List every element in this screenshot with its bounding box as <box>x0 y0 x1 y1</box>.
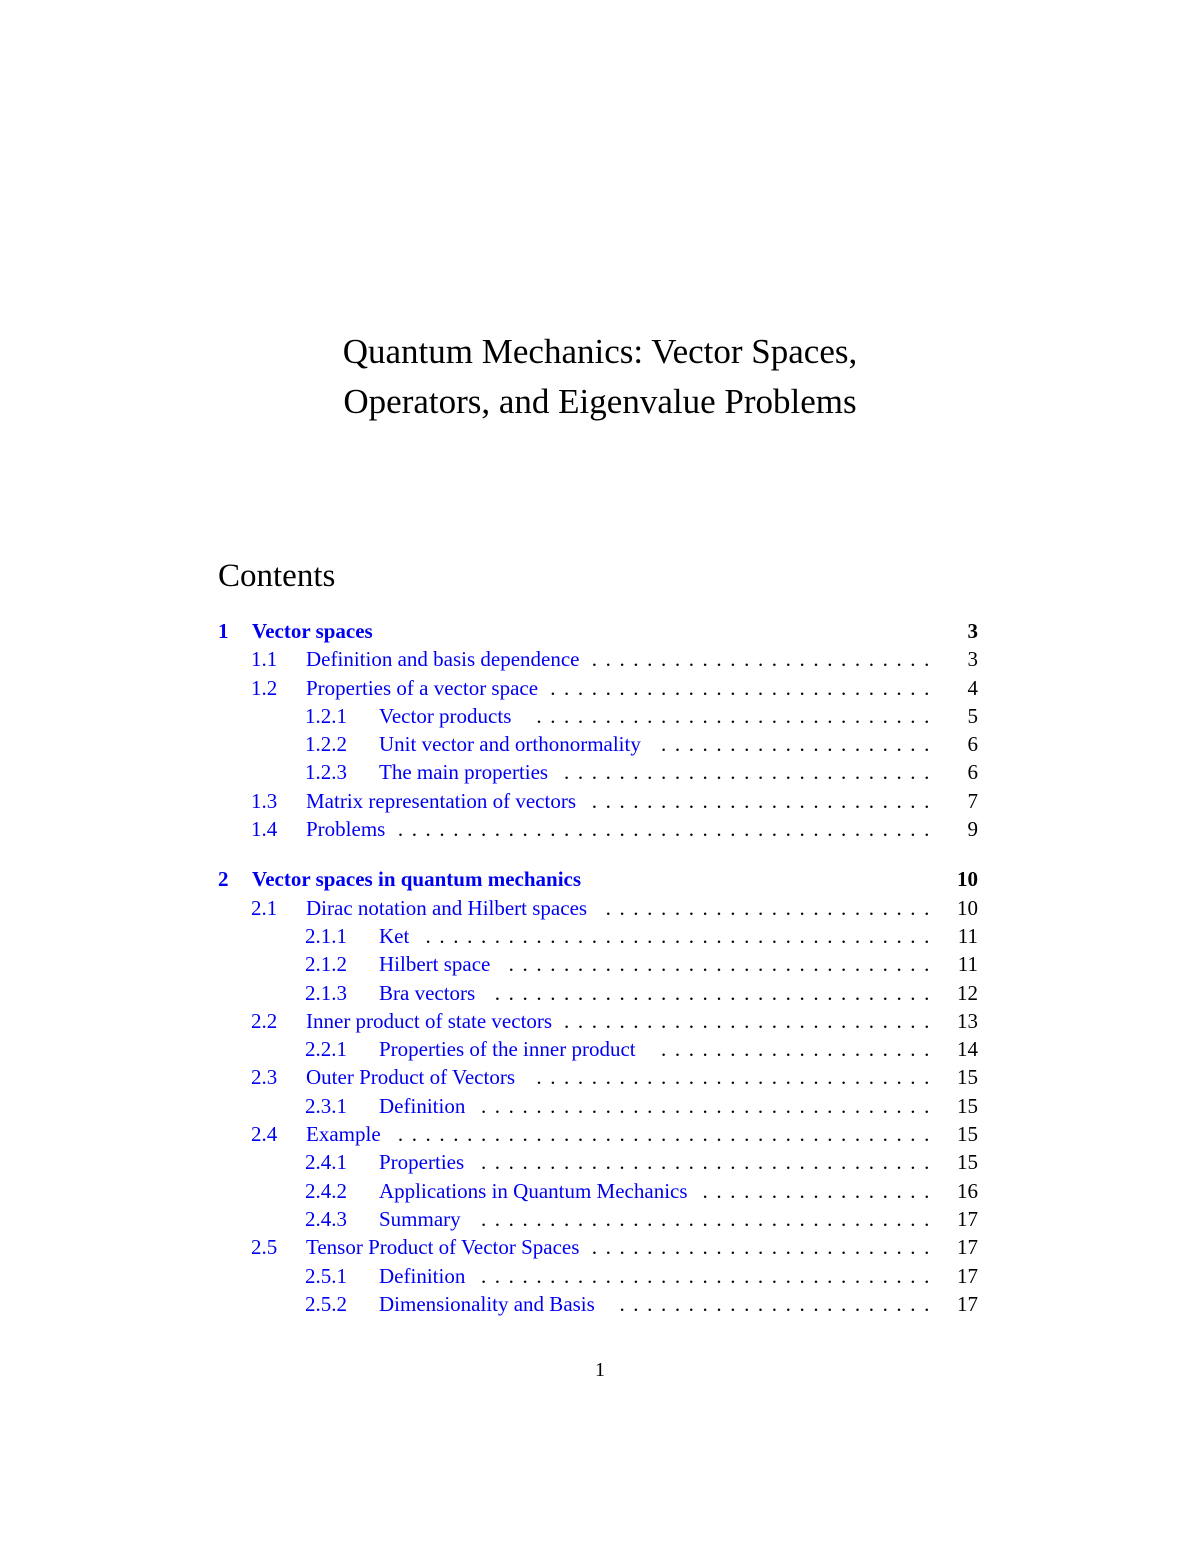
toc-entry-page: 15 <box>957 1094 978 1118</box>
toc-leader-dots: ........................... <box>564 760 938 784</box>
toc-entry[interactable] <box>218 865 978 893</box>
toc-entry-number: 2 <box>218 867 229 891</box>
toc-entry[interactable] <box>251 815 978 843</box>
toc-entry[interactable] <box>305 1262 978 1290</box>
toc-leader-dots: ....................................... <box>397 817 938 841</box>
toc-entry-title[interactable]: Problems <box>306 817 386 841</box>
toc-entry[interactable] <box>305 758 978 786</box>
toc-entry-title[interactable]: Dirac notation and Hilbert spaces <box>306 896 588 920</box>
toc-entry[interactable] <box>251 894 978 922</box>
toc-entry-title[interactable]: Inner product of state vectors <box>306 1009 553 1033</box>
toc-entry-page: 16 <box>957 1179 978 1203</box>
toc-entry[interactable] <box>305 1092 978 1120</box>
document-title <box>0 327 1200 427</box>
title-line-1: Quantum Mechanics: Vector Spaces, <box>342 332 858 371</box>
title-line-2: Operators, and Eigenvalue Problems <box>343 382 857 421</box>
toc-entry[interactable] <box>218 617 978 645</box>
toc-leader-dots: ................................. <box>480 1094 938 1118</box>
toc-entry-number: 1.1 <box>251 647 278 671</box>
toc-entry-title[interactable]: Summary <box>379 1207 461 1231</box>
toc-entry-page: 6 <box>967 732 978 756</box>
toc-entry[interactable] <box>305 1035 978 1063</box>
toc-entry-number: 1.3 <box>251 789 278 813</box>
toc-entry-title[interactable]: Hilbert space <box>379 952 491 976</box>
toc-entry-page: 7 <box>967 789 978 813</box>
toc-leader-dots: ......................... <box>591 1235 938 1259</box>
toc-entry-page: 3 <box>967 647 978 671</box>
toc-entry-number: 2.5.1 <box>305 1264 347 1288</box>
toc-entry-title[interactable]: The main properties <box>379 760 549 784</box>
toc-entry-number: 1 <box>218 619 229 643</box>
toc-entry-page: 10 <box>957 896 978 920</box>
toc-entry-page: 17 <box>957 1235 978 1259</box>
toc-entry-number: 2.3 <box>251 1065 278 1089</box>
toc-entry[interactable] <box>251 787 978 815</box>
toc-entry[interactable] <box>251 1063 978 1091</box>
toc-entry[interactable] <box>305 950 978 978</box>
toc-leader-dots: ......................... <box>591 789 938 813</box>
toc-entry-page: 4 <box>967 676 978 700</box>
toc-entry-page: 11 <box>957 952 978 976</box>
toc-leader-dots: ............................. <box>536 704 938 728</box>
toc-entry[interactable] <box>305 979 978 1007</box>
toc-leader-dots: ........................ <box>605 896 938 920</box>
toc-entry-page: 6 <box>967 760 978 784</box>
toc-leader-dots: ............................. <box>536 1065 938 1089</box>
toc-entry-number: 1.4 <box>251 817 278 841</box>
toc-entry-title[interactable]: Example <box>306 1122 381 1146</box>
toc-entry-number: 2.1.2 <box>305 952 347 976</box>
toc-entry-page: 9 <box>967 817 978 841</box>
toc-entry[interactable] <box>251 1120 978 1148</box>
toc-entry-page: 15 <box>957 1122 978 1146</box>
toc-entry-title[interactable]: Properties <box>379 1150 465 1174</box>
toc-entry-page: 15 <box>957 1065 978 1089</box>
toc-entry-page: 17 <box>957 1292 978 1316</box>
toc-entry-title[interactable]: Vector spaces <box>252 619 373 643</box>
toc-entry[interactable] <box>305 1177 978 1205</box>
toc-entry-page: 15 <box>957 1150 978 1174</box>
toc-entry-page: 14 <box>957 1037 978 1061</box>
toc-entry-title[interactable]: Matrix representation of vectors <box>306 789 576 813</box>
contents-heading: Contents <box>218 558 336 594</box>
toc-leader-dots: ............................... <box>508 952 938 976</box>
toc-entry-title[interactable]: Applications in Quantum Mechanics <box>379 1179 688 1203</box>
toc-entry-number: 2.2 <box>251 1009 278 1033</box>
toc-entry-number: 1.2.1 <box>305 704 347 728</box>
toc-entry[interactable] <box>305 1148 978 1176</box>
toc-entry-number: 2.4.2 <box>305 1179 347 1203</box>
toc-leader-dots: ................................ <box>494 981 938 1005</box>
toc-entry-number: 2.4.3 <box>305 1207 347 1231</box>
toc-leader-dots: ..................................... <box>425 924 938 948</box>
toc-entry-number: 2.2.1 <box>305 1037 347 1061</box>
toc-leader-dots: ........................... <box>564 1009 938 1033</box>
toc-entry[interactable] <box>305 922 978 950</box>
toc-entry-title[interactable]: Definition <box>379 1264 466 1288</box>
toc-entry-number: 2.5.2 <box>305 1292 347 1316</box>
toc-entry-number: 2.4.1 <box>305 1150 347 1174</box>
toc-entry-number: 2.1 <box>251 896 278 920</box>
toc-leader-dots: ................. <box>702 1179 938 1203</box>
toc-entry[interactable] <box>251 645 978 673</box>
toc-entry-title[interactable]: Vector spaces in quantum mechanics <box>252 867 582 891</box>
toc-entry-number: 2.1.3 <box>305 981 347 1005</box>
toc-leader-dots: ............................ <box>550 676 938 700</box>
toc-entry-title[interactable]: Unit vector and orthonormality <box>379 732 641 756</box>
toc-entry-number: 2.1.1 <box>305 924 347 948</box>
toc-entry-page: 17 <box>957 1207 978 1231</box>
toc-entry-title[interactable]: Bra vectors <box>379 981 476 1005</box>
toc-entry[interactable] <box>305 1205 978 1233</box>
toc-entry[interactable] <box>251 674 978 702</box>
toc-entry[interactable] <box>305 730 978 758</box>
toc-leader-dots: .................... <box>661 732 938 756</box>
toc-entry[interactable] <box>305 1290 978 1318</box>
toc-entry-number: 1.2.3 <box>305 760 347 784</box>
toc-entry-number: 2.3.1 <box>305 1094 347 1118</box>
toc-leader-dots: .................... <box>661 1037 938 1061</box>
toc-leader-dots: ......................... <box>591 647 938 671</box>
toc-entry-number: 1.2 <box>251 676 278 700</box>
toc-entry-page: 10 <box>957 867 978 891</box>
toc-entry[interactable] <box>251 1007 978 1035</box>
toc-entry-number: 2.5 <box>251 1235 278 1259</box>
toc-entry-title[interactable]: Properties of a vector space <box>306 676 539 700</box>
toc-entry-title[interactable]: Outer Product of Vectors <box>306 1065 515 1089</box>
toc-entry[interactable] <box>251 1233 978 1261</box>
toc-entry-page: 12 <box>957 981 978 1005</box>
toc-entry-title[interactable]: Definition and basis dependence <box>306 647 580 671</box>
toc-entry-page: 17 <box>957 1264 978 1288</box>
toc-entry-title[interactable]: Tensor Product of Vector Spaces <box>306 1235 580 1259</box>
toc-entry-page: 13 <box>957 1009 978 1033</box>
toc-entry-number: 2.4 <box>251 1122 278 1146</box>
toc-entry-title[interactable]: Properties of the inner product <box>379 1037 636 1061</box>
toc-entry-page: 11 <box>957 924 978 948</box>
toc-leader-dots: ................................. <box>480 1264 938 1288</box>
toc-entry-page: 5 <box>967 704 978 728</box>
toc-entry-title[interactable]: Definition <box>379 1094 466 1118</box>
toc-leader-dots: ....................... <box>619 1292 938 1316</box>
toc-entry-page: 3 <box>967 619 978 643</box>
toc-leader-dots: ................................. <box>480 1207 938 1231</box>
toc-leader-dots: ................................. <box>480 1150 938 1174</box>
page-number: 1 <box>595 1359 605 1381</box>
toc-entry-title[interactable]: Dimensionality and Basis <box>379 1292 595 1316</box>
toc-entry-title[interactable]: Ket <box>379 924 410 948</box>
toc-entry-title[interactable]: Vector products <box>379 704 512 728</box>
toc-entry-number: 1.2.2 <box>305 732 347 756</box>
toc-leader-dots: ....................................... <box>397 1122 938 1146</box>
toc-entry[interactable] <box>305 702 978 730</box>
